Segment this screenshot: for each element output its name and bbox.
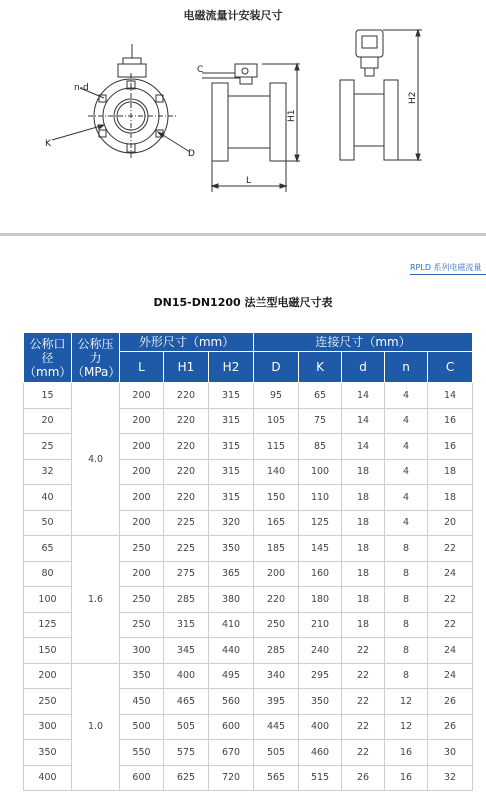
cell-h2: 350 xyxy=(209,536,254,562)
cell-h2: 440 xyxy=(209,638,254,664)
cell-d: 22 xyxy=(342,714,385,740)
cell-h1: 220 xyxy=(164,383,209,409)
cell-l: 200 xyxy=(120,434,164,460)
cell-c: 26 xyxy=(428,689,473,715)
installation-drawing xyxy=(0,0,486,232)
cell-d: 150 xyxy=(254,485,299,511)
cell-h2: 495 xyxy=(209,663,254,689)
cell-k: 295 xyxy=(299,663,342,689)
cell-n: 16 xyxy=(385,765,428,791)
cell-l: 350 xyxy=(120,663,164,689)
cell-h2: 315 xyxy=(209,408,254,434)
cell-c: 16 xyxy=(428,434,473,460)
cell-d: 185 xyxy=(254,536,299,562)
cell-d: 250 xyxy=(254,612,299,638)
header-connect: 连接尺寸（mm） xyxy=(254,333,473,352)
header-col-n: n xyxy=(385,352,428,383)
cell-n: 4 xyxy=(385,408,428,434)
cell-k: 145 xyxy=(299,536,342,562)
cell-c: 24 xyxy=(428,561,473,587)
cell-k: 85 xyxy=(299,434,342,460)
cell-h2: 380 xyxy=(209,587,254,613)
cell-h1: 400 xyxy=(164,663,209,689)
cell-n: 8 xyxy=(385,663,428,689)
cell-nominal-diameter: 300 xyxy=(24,714,72,740)
cell-n: 8 xyxy=(385,638,428,664)
table-row xyxy=(24,383,473,409)
cell-d: 22 xyxy=(342,689,385,715)
cell-nominal-pressure: 4.0 xyxy=(72,383,120,536)
cell-h1: 315 xyxy=(164,612,209,638)
cell-h1: 220 xyxy=(164,459,209,485)
cell-d: 22 xyxy=(342,740,385,766)
cell-nominal-diameter: 65 xyxy=(24,536,72,562)
cell-h1: 225 xyxy=(164,510,209,536)
label-k: K xyxy=(45,139,51,149)
cell-n: 4 xyxy=(385,510,428,536)
cell-nominal-pressure: 1.6 xyxy=(72,536,120,664)
cell-d: 105 xyxy=(254,408,299,434)
cell-d: 22 xyxy=(342,638,385,664)
cell-n: 8 xyxy=(385,587,428,613)
cell-h2: 600 xyxy=(209,714,254,740)
cell-nominal-diameter: 350 xyxy=(24,740,72,766)
cell-d: 220 xyxy=(254,587,299,613)
cell-l: 200 xyxy=(120,510,164,536)
cell-h1: 345 xyxy=(164,638,209,664)
cell-k: 160 xyxy=(299,561,342,587)
cell-h2: 670 xyxy=(209,740,254,766)
cell-d: 200 xyxy=(254,561,299,587)
drawing-title: 电磁流量计安装尺寸 xyxy=(183,9,283,22)
cell-h1: 220 xyxy=(164,408,209,434)
cell-d: 115 xyxy=(254,434,299,460)
cell-c: 22 xyxy=(428,587,473,613)
cell-l: 450 xyxy=(120,689,164,715)
cell-d: 18 xyxy=(342,510,385,536)
cell-d: 18 xyxy=(342,485,385,511)
cell-k: 350 xyxy=(299,689,342,715)
header-col-d: D xyxy=(254,352,299,383)
cell-h2: 560 xyxy=(209,689,254,715)
cell-c: 14 xyxy=(428,383,473,409)
cell-l: 250 xyxy=(120,536,164,562)
cell-n: 4 xyxy=(385,485,428,511)
cell-c: 22 xyxy=(428,612,473,638)
label-h1: H1 xyxy=(287,109,297,122)
cell-c: 30 xyxy=(428,740,473,766)
table-row xyxy=(24,663,473,689)
cell-k: 180 xyxy=(299,587,342,613)
header-col-small-d: d xyxy=(342,352,385,383)
cell-h2: 410 xyxy=(209,612,254,638)
cell-h1: 285 xyxy=(164,587,209,613)
header-col-h2: H2 xyxy=(209,352,254,383)
cell-nominal-diameter: 32 xyxy=(24,459,72,485)
cell-nominal-diameter: 25 xyxy=(24,434,72,460)
cell-k: 75 xyxy=(299,408,342,434)
label-c: C xyxy=(197,65,204,75)
cell-h2: 320 xyxy=(209,510,254,536)
cell-h1: 275 xyxy=(164,561,209,587)
cell-c: 22 xyxy=(428,536,473,562)
dimension-table xyxy=(23,332,473,791)
cell-k: 515 xyxy=(299,765,342,791)
cell-h2: 315 xyxy=(209,485,254,511)
cell-h2: 315 xyxy=(209,459,254,485)
cell-d: 14 xyxy=(342,408,385,434)
cell-d: 140 xyxy=(254,459,299,485)
cell-d: 18 xyxy=(342,587,385,613)
label-h2: H2 xyxy=(408,91,418,104)
cell-nominal-diameter: 80 xyxy=(24,561,72,587)
cell-l: 200 xyxy=(120,485,164,511)
cell-n: 8 xyxy=(385,536,428,562)
cell-nominal-diameter: 400 xyxy=(24,765,72,791)
cell-c: 26 xyxy=(428,714,473,740)
cell-h1: 575 xyxy=(164,740,209,766)
cell-l: 300 xyxy=(120,638,164,664)
cell-h1: 220 xyxy=(164,485,209,511)
cell-n: 12 xyxy=(385,714,428,740)
cell-n: 4 xyxy=(385,383,428,409)
cell-k: 210 xyxy=(299,612,342,638)
cell-nominal-pressure: 1.0 xyxy=(72,663,120,791)
cell-n: 8 xyxy=(385,561,428,587)
cell-nominal-diameter: 150 xyxy=(24,638,72,664)
header-col-h1: H1 xyxy=(164,352,209,383)
cell-nominal-diameter: 50 xyxy=(24,510,72,536)
header-col-k: K xyxy=(299,352,342,383)
cell-l: 200 xyxy=(120,561,164,587)
cell-d: 14 xyxy=(342,383,385,409)
cell-c: 16 xyxy=(428,408,473,434)
label-n-d: n-d xyxy=(74,83,89,93)
cell-n: 4 xyxy=(385,459,428,485)
cell-nominal-diameter: 20 xyxy=(24,408,72,434)
cell-n: 16 xyxy=(385,740,428,766)
cell-k: 460 xyxy=(299,740,342,766)
cell-c: 18 xyxy=(428,485,473,511)
cell-nominal-diameter: 250 xyxy=(24,689,72,715)
cell-c: 24 xyxy=(428,663,473,689)
cell-l: 250 xyxy=(120,612,164,638)
cell-c: 24 xyxy=(428,638,473,664)
header-col-l: L xyxy=(120,352,164,383)
cell-d: 26 xyxy=(342,765,385,791)
cell-h1: 465 xyxy=(164,689,209,715)
cell-d: 165 xyxy=(254,510,299,536)
table-title: DN15-DN1200 法兰型电磁尺寸表 xyxy=(153,296,333,309)
cell-h1: 625 xyxy=(164,765,209,791)
cell-k: 100 xyxy=(299,459,342,485)
cell-h2: 315 xyxy=(209,434,254,460)
cell-d: 18 xyxy=(342,561,385,587)
header-col-c: C xyxy=(428,352,473,383)
cell-d: 14 xyxy=(342,434,385,460)
header-nominal: 公称口径（mm） xyxy=(24,333,72,383)
cell-l: 500 xyxy=(120,714,164,740)
cell-c: 18 xyxy=(428,459,473,485)
cell-d: 18 xyxy=(342,536,385,562)
cell-d: 22 xyxy=(342,663,385,689)
cell-l: 600 xyxy=(120,765,164,791)
cell-k: 125 xyxy=(299,510,342,536)
section-divider xyxy=(0,233,486,236)
flange-front-view xyxy=(52,44,190,160)
cell-nominal-diameter: 15 xyxy=(24,383,72,409)
cell-h2: 315 xyxy=(209,383,254,409)
cell-l: 200 xyxy=(120,459,164,485)
header-pressure: 公称压力（MPa） xyxy=(72,333,120,383)
cell-d: 18 xyxy=(342,459,385,485)
cell-c: 32 xyxy=(428,765,473,791)
cell-h1: 220 xyxy=(164,434,209,460)
cell-l: 250 xyxy=(120,587,164,613)
label-d: D xyxy=(188,149,195,159)
cell-nominal-diameter: 40 xyxy=(24,485,72,511)
table-body xyxy=(24,383,473,791)
cell-d: 505 xyxy=(254,740,299,766)
cell-h1: 505 xyxy=(164,714,209,740)
cell-l: 200 xyxy=(120,408,164,434)
cell-l: 550 xyxy=(120,740,164,766)
cell-d: 285 xyxy=(254,638,299,664)
cell-k: 400 xyxy=(299,714,342,740)
cell-h2: 720 xyxy=(209,765,254,791)
cell-d: 18 xyxy=(342,612,385,638)
cell-n: 4 xyxy=(385,434,428,460)
cell-h1: 225 xyxy=(164,536,209,562)
cell-l: 200 xyxy=(120,383,164,409)
cell-nominal-diameter: 100 xyxy=(24,587,72,613)
cell-d: 565 xyxy=(254,765,299,791)
cell-d: 445 xyxy=(254,714,299,740)
cell-c: 20 xyxy=(428,510,473,536)
cell-d: 395 xyxy=(254,689,299,715)
cell-d: 340 xyxy=(254,663,299,689)
header-outer: 外形尺寸（mm） xyxy=(120,333,254,352)
cell-k: 240 xyxy=(299,638,342,664)
cell-h2: 365 xyxy=(209,561,254,587)
series-link[interactable]: RPLD 系列电磁流量 xyxy=(410,262,486,275)
cell-d: 95 xyxy=(254,383,299,409)
cell-n: 12 xyxy=(385,689,428,715)
cell-k: 65 xyxy=(299,383,342,409)
table-row xyxy=(24,536,473,562)
label-l: L xyxy=(246,176,252,186)
cell-nominal-diameter: 200 xyxy=(24,663,72,689)
cell-nominal-diameter: 125 xyxy=(24,612,72,638)
meter-side-view xyxy=(202,64,300,192)
cell-k: 110 xyxy=(299,485,342,511)
cell-n: 8 xyxy=(385,612,428,638)
